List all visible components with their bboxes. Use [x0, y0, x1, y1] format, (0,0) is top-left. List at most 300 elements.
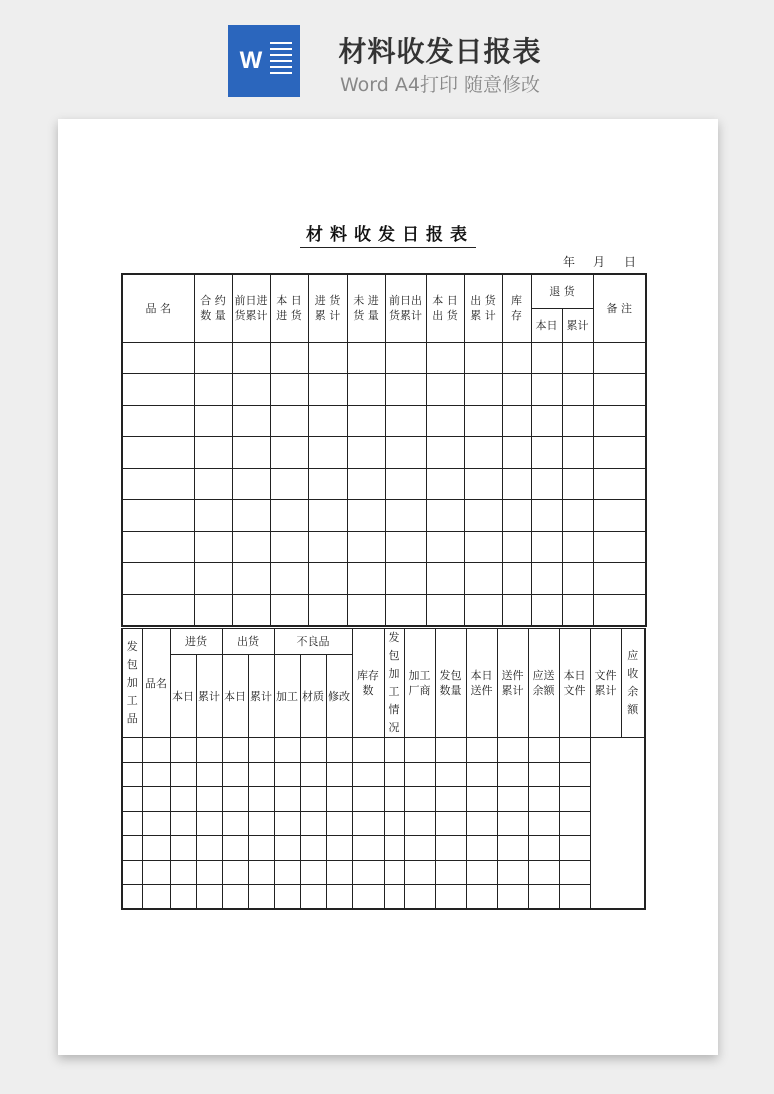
date-year: 年 — [563, 255, 576, 269]
table-cell — [274, 762, 300, 787]
table-cell — [122, 811, 142, 836]
table-cell — [385, 594, 426, 626]
table-cell — [531, 405, 562, 437]
table-cell — [385, 468, 426, 500]
header2-buliang: 不良品 — [274, 629, 352, 655]
sub-chuhuo-benri: 本日 — [222, 655, 248, 738]
table-cell — [308, 437, 347, 469]
table-cell — [528, 885, 559, 910]
table-cell — [274, 885, 300, 910]
table-cell — [232, 437, 270, 469]
table-cell — [435, 860, 466, 885]
header-benri-jinhuo: 本 日 进 货 — [270, 274, 308, 342]
header2-jinhuo: 进货 — [170, 629, 222, 655]
table-cell — [435, 836, 466, 861]
table-cell — [142, 836, 170, 861]
table-cell — [347, 531, 385, 563]
table-cell — [300, 787, 326, 812]
table-cell — [593, 468, 646, 500]
table-cell — [531, 468, 562, 500]
table-cell — [300, 885, 326, 910]
table-cell — [497, 885, 528, 910]
table-cell — [270, 594, 308, 626]
table-cell — [531, 500, 562, 532]
table-cell — [270, 500, 308, 532]
table-cell — [559, 811, 590, 836]
table-cell — [497, 860, 528, 885]
header-chuhuo-leiji: 出 货 累 计 — [464, 274, 502, 342]
table-cell — [194, 594, 232, 626]
table-row — [122, 836, 645, 861]
table-cell — [122, 531, 194, 563]
document-page — [58, 119, 718, 1055]
header-weijin-huoliang: 未 进 货 量 — [347, 274, 385, 342]
table-row — [122, 885, 645, 910]
table-cell — [502, 405, 531, 437]
table-cell — [222, 762, 248, 787]
table-cell — [466, 885, 497, 910]
table-cell — [326, 836, 352, 861]
left-group-label: 发包加工品 — [122, 629, 142, 738]
table-cell — [562, 531, 593, 563]
table-cell — [404, 811, 435, 836]
header2-yingsong-yue: 应送 余额 — [528, 629, 559, 738]
table-cell — [593, 594, 646, 626]
table-cell — [559, 836, 590, 861]
table-cell — [385, 563, 426, 595]
table-cell — [562, 594, 593, 626]
table-cell — [170, 738, 196, 763]
table-cell — [308, 500, 347, 532]
table-cell — [464, 468, 502, 500]
table-cell — [464, 437, 502, 469]
table-cell — [142, 860, 170, 885]
table-cell — [384, 836, 404, 861]
table-cell — [300, 836, 326, 861]
table-cell — [122, 738, 142, 763]
document-title: 材料收发日报表 — [58, 220, 718, 245]
table-cell — [170, 811, 196, 836]
table-cell — [426, 437, 464, 469]
table-cell — [326, 762, 352, 787]
table-cell — [196, 885, 222, 910]
table-cell — [194, 500, 232, 532]
table-cell — [122, 860, 142, 885]
table-cell — [466, 762, 497, 787]
sub-jinhuo-leiji: 累计 — [196, 655, 222, 738]
table-cell — [404, 860, 435, 885]
table-cell — [593, 437, 646, 469]
table-cell — [347, 500, 385, 532]
table-cell — [531, 563, 562, 595]
header-subtitle: Word A4打印 随意修改 — [339, 74, 540, 96]
table-row — [122, 594, 646, 626]
header2-pinming: 品名 — [142, 629, 170, 738]
table-cell — [142, 762, 170, 787]
table-cell — [562, 563, 593, 595]
outsourcing-table — [121, 628, 646, 910]
header2-benri-songjian: 本日 送件 — [466, 629, 497, 738]
table-cell — [196, 762, 222, 787]
table-cell — [196, 738, 222, 763]
table-cell — [528, 762, 559, 787]
table-cell — [232, 500, 270, 532]
sub-caizhi: 材质 — [300, 655, 326, 738]
table-cell — [122, 342, 194, 374]
table-cell — [248, 885, 274, 910]
header2-jiagong-changshang: 加工 厂商 — [404, 629, 435, 738]
table-cell — [384, 860, 404, 885]
table-cell — [559, 787, 590, 812]
table-cell — [502, 437, 531, 469]
table-cell — [122, 836, 142, 861]
table-cell — [497, 738, 528, 763]
table-cell — [497, 836, 528, 861]
table-cell — [222, 738, 248, 763]
table-cell — [497, 787, 528, 812]
table-cell — [308, 594, 347, 626]
table-cell — [308, 563, 347, 595]
table-cell — [248, 787, 274, 812]
header-qianri-jinhuo: 前日进 货累计 — [232, 274, 270, 342]
table-cell — [528, 836, 559, 861]
table-cell — [270, 468, 308, 500]
page-header — [0, 0, 774, 110]
header-tuihuo-leiji: 累计 — [562, 308, 593, 342]
table-cell — [352, 738, 384, 763]
table-cell — [426, 500, 464, 532]
table-cell — [385, 500, 426, 532]
table-cell — [404, 836, 435, 861]
table-cell — [404, 885, 435, 910]
table-cell — [300, 860, 326, 885]
table-cell — [308, 468, 347, 500]
table-cell — [385, 374, 426, 406]
table-cell — [196, 836, 222, 861]
table-cell — [426, 563, 464, 595]
table-cell — [404, 738, 435, 763]
table-cell — [593, 374, 646, 406]
table-cell — [347, 437, 385, 469]
table-cell — [308, 374, 347, 406]
table-cell — [274, 811, 300, 836]
table-cell — [502, 500, 531, 532]
table-cell — [270, 531, 308, 563]
table-cell — [248, 860, 274, 885]
table-row — [122, 860, 645, 885]
header2-chuhuo: 出货 — [222, 629, 274, 655]
table-cell — [196, 860, 222, 885]
table-cell — [384, 738, 404, 763]
table-cell — [326, 885, 352, 910]
table-cell — [222, 885, 248, 910]
table2-body — [122, 738, 645, 910]
header2-songjian-leiji: 送件 累计 — [497, 629, 528, 738]
table-cell — [531, 342, 562, 374]
table-cell — [300, 762, 326, 787]
table-cell — [122, 468, 194, 500]
table-cell — [559, 885, 590, 910]
table-cell — [194, 342, 232, 374]
table-cell — [122, 405, 194, 437]
header-qianri-chuhuo: 前日出 货累计 — [385, 274, 426, 342]
table-cell — [464, 531, 502, 563]
table-cell — [435, 787, 466, 812]
table-cell — [497, 762, 528, 787]
table-cell — [562, 405, 593, 437]
table-cell — [122, 885, 142, 910]
table-cell — [497, 811, 528, 836]
table-cell — [528, 860, 559, 885]
table-cell — [142, 885, 170, 910]
table-cell — [122, 594, 194, 626]
table-cell — [502, 374, 531, 406]
table-cell — [194, 405, 232, 437]
table-cell — [352, 811, 384, 836]
table-cell — [593, 563, 646, 595]
table-cell — [528, 811, 559, 836]
table-cell — [435, 885, 466, 910]
table-cell — [142, 787, 170, 812]
table-cell — [232, 531, 270, 563]
header2-fabao-shuliang: 发包 数量 — [435, 629, 466, 738]
table-cell — [384, 762, 404, 787]
table-cell — [270, 374, 308, 406]
table-cell — [308, 531, 347, 563]
table-cell — [222, 811, 248, 836]
header-tuihuo-benri: 本日 — [531, 308, 562, 342]
table-cell — [531, 594, 562, 626]
table-cell — [122, 563, 194, 595]
table-cell — [559, 860, 590, 885]
table-cell — [464, 500, 502, 532]
table-cell — [274, 860, 300, 885]
header2-wenjian-leiji: 文件 累计 — [590, 629, 621, 738]
table-cell — [326, 787, 352, 812]
table-cell — [232, 563, 270, 595]
table-cell — [274, 836, 300, 861]
right-group-label: 发包加工情况 — [384, 629, 404, 738]
table-cell — [435, 738, 466, 763]
table-cell — [232, 374, 270, 406]
table-cell — [426, 374, 464, 406]
table-cell — [384, 787, 404, 812]
table-cell — [562, 500, 593, 532]
table-cell — [122, 437, 194, 469]
table-cell — [562, 437, 593, 469]
table-row — [122, 787, 645, 812]
table-cell — [352, 762, 384, 787]
table-cell — [122, 787, 142, 812]
header-kucun: 库 存 — [502, 274, 531, 342]
table-cell — [464, 405, 502, 437]
date-month: 月 — [593, 255, 606, 269]
table-cell — [426, 594, 464, 626]
table-row — [122, 468, 646, 500]
table-cell — [435, 811, 466, 836]
table-row — [122, 342, 646, 374]
table-cell — [531, 374, 562, 406]
table-cell — [232, 405, 270, 437]
table-cell — [426, 468, 464, 500]
table-cell — [531, 531, 562, 563]
table-cell — [122, 500, 194, 532]
table-cell — [326, 811, 352, 836]
table-cell — [466, 811, 497, 836]
table-cell — [232, 594, 270, 626]
header-tuihuo: 退 货 — [531, 274, 593, 308]
table-cell — [384, 811, 404, 836]
table-cell — [347, 594, 385, 626]
table-cell — [466, 860, 497, 885]
table-cell — [502, 342, 531, 374]
table-cell — [593, 405, 646, 437]
header-beizhu: 备 注 — [593, 274, 646, 342]
header-benri-chuhuo: 本 日 出 货 — [426, 274, 464, 342]
table-cell — [300, 811, 326, 836]
table-cell — [347, 374, 385, 406]
sub-chuhuo-leiji: 累计 — [248, 655, 274, 738]
table-cell — [385, 531, 426, 563]
table-cell — [502, 594, 531, 626]
table-cell — [170, 787, 196, 812]
table-cell — [352, 860, 384, 885]
table-cell — [270, 563, 308, 595]
table-cell — [593, 342, 646, 374]
sub-jinhuo-benri: 本日 — [170, 655, 196, 738]
table-cell — [466, 836, 497, 861]
table-cell — [347, 342, 385, 374]
table-cell — [464, 563, 502, 595]
table-cell — [528, 787, 559, 812]
table-cell — [426, 531, 464, 563]
table-cell — [385, 342, 426, 374]
table-cell — [232, 342, 270, 374]
table-row — [122, 762, 645, 787]
table-cell — [404, 762, 435, 787]
table-cell — [559, 738, 590, 763]
table-cell — [194, 468, 232, 500]
table-cell — [170, 885, 196, 910]
table-row — [122, 738, 645, 763]
table-cell — [248, 762, 274, 787]
table-row — [122, 563, 646, 595]
sub-jiagong: 加工 — [274, 655, 300, 738]
table-cell — [142, 811, 170, 836]
table-cell — [270, 405, 308, 437]
table-cell — [347, 405, 385, 437]
table-cell — [248, 738, 274, 763]
table-row — [122, 374, 646, 406]
table-cell — [194, 531, 232, 563]
table-cell — [222, 836, 248, 861]
date-day: 日 — [624, 255, 637, 269]
table-cell — [270, 437, 308, 469]
table-cell — [196, 811, 222, 836]
table-cell — [426, 405, 464, 437]
sub-xiugai: 修改 — [326, 655, 352, 738]
header-heyue: 合 约 数 量 — [194, 274, 232, 342]
table-cell — [426, 342, 464, 374]
table-cell — [385, 437, 426, 469]
table-cell — [404, 787, 435, 812]
table-cell — [194, 563, 232, 595]
table-cell — [352, 836, 384, 861]
word-icon — [228, 25, 300, 97]
table-cell — [274, 738, 300, 763]
table-row — [122, 811, 645, 836]
table-cell — [308, 405, 347, 437]
table-cell — [502, 468, 531, 500]
table-cell — [435, 762, 466, 787]
table-row — [122, 531, 646, 563]
header-jinhuo-leiji: 进 货 累 计 — [308, 274, 347, 342]
table-cell — [464, 374, 502, 406]
header2-benri-wenjian: 本日 文件 — [559, 629, 590, 738]
table-row — [122, 500, 646, 532]
table-cell — [528, 738, 559, 763]
table1-body — [122, 342, 646, 626]
table-cell — [464, 342, 502, 374]
table-cell — [502, 563, 531, 595]
table-cell — [170, 762, 196, 787]
table-cell — [170, 860, 196, 885]
table-cell — [464, 594, 502, 626]
table-cell — [347, 563, 385, 595]
table-cell — [232, 468, 270, 500]
table-cell — [502, 531, 531, 563]
table-cell — [194, 374, 232, 406]
table-cell — [122, 762, 142, 787]
table-cell — [352, 885, 384, 910]
table-cell — [326, 860, 352, 885]
table-row — [122, 437, 646, 469]
header2-yingshou-yue: 应收余额 — [621, 629, 645, 738]
table-cell — [274, 787, 300, 812]
table-cell — [326, 738, 352, 763]
table-cell — [142, 738, 170, 763]
header-title: 材料收发日报表 — [338, 35, 542, 68]
table-row — [122, 405, 646, 437]
table-cell — [196, 787, 222, 812]
table-cell — [170, 836, 196, 861]
table-cell — [593, 500, 646, 532]
table-cell — [562, 374, 593, 406]
table-cell — [308, 342, 347, 374]
table-cell — [352, 787, 384, 812]
table-cell — [385, 405, 426, 437]
table-cell — [593, 531, 646, 563]
table-cell — [466, 787, 497, 812]
header-pinming: 品 名 — [122, 274, 194, 342]
table-cell — [384, 885, 404, 910]
header2-kucunshu: 库存数 — [352, 629, 384, 738]
table-cell — [222, 860, 248, 885]
daily-report-table — [121, 273, 647, 627]
table-cell — [562, 468, 593, 500]
table-cell — [300, 738, 326, 763]
table-cell — [122, 374, 194, 406]
table-cell — [562, 342, 593, 374]
table-cell — [248, 811, 274, 836]
table-cell — [531, 437, 562, 469]
table-cell — [347, 468, 385, 500]
table-cell — [270, 342, 308, 374]
table-cell — [466, 738, 497, 763]
table-cell — [222, 787, 248, 812]
word-icon-letter: W — [239, 47, 263, 74]
table-cell — [559, 762, 590, 787]
